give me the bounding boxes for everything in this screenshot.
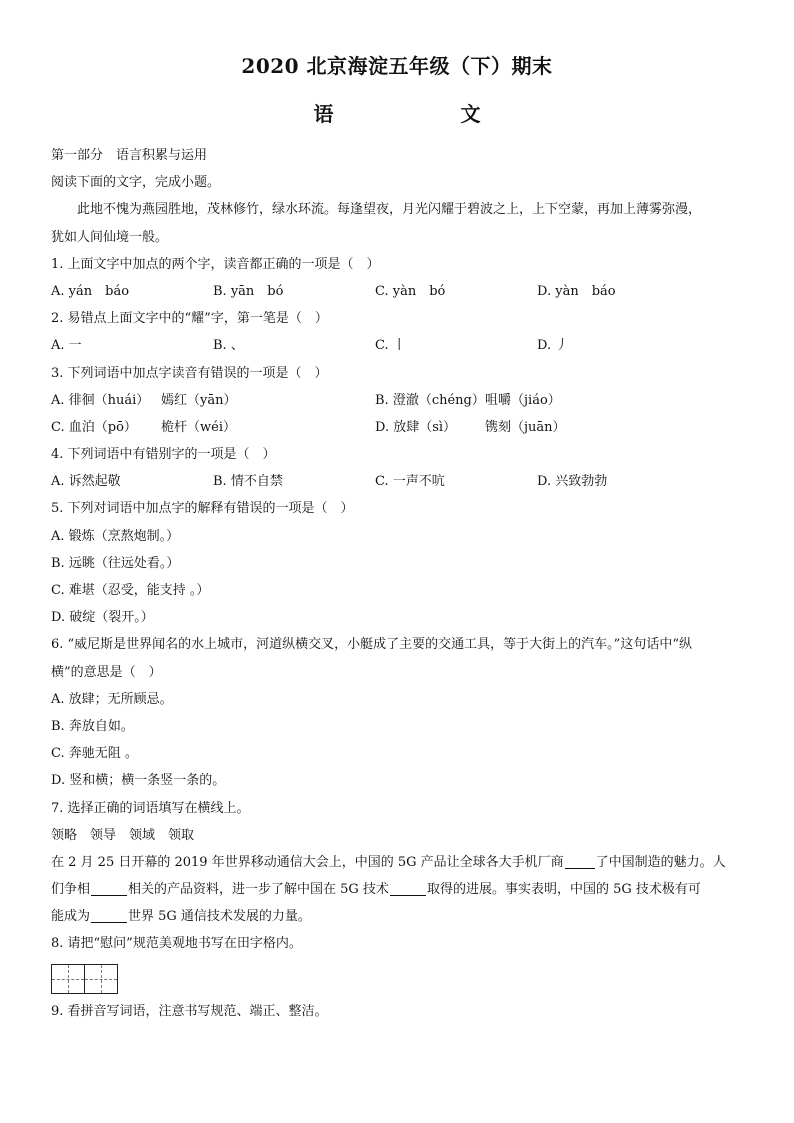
- option-c-word1: C. 血泊（pō）: [51, 419, 137, 435]
- option-b[interactable]: B. 情不自禁: [213, 474, 283, 490]
- question-4-options: [51, 468, 751, 495]
- question-2-stem: 2. 易错点上面文字中的“耀”字，第一笔是（ ）: [51, 311, 328, 327]
- option-c[interactable]: C. 难堪（忍受，能支持 。）: [51, 583, 210, 598]
- fill-paragraph-line: [51, 849, 751, 876]
- passage-line: 此地不愧为燕园胜地，茂林修竹，绿水环流。每逢望夜，月光闪耀于碧波之上，上下空蒙，再加上薄雾弥漫，: [77, 202, 702, 218]
- option-a[interactable]: [51, 387, 375, 414]
- question-1-stem: 1. 上面文字中加点的两个字，读音都正确的一项是（ ）: [51, 256, 380, 272]
- option-d[interactable]: D. 竖和横；横一条竖一条的。: [51, 773, 226, 789]
- option-c-word2: 桅杆（wéi）: [161, 419, 236, 435]
- subject-heading: 语 文: [313, 102, 521, 126]
- option-c[interactable]: C. 一声不吭: [375, 474, 445, 490]
- fill-blank-4[interactable]: [91, 908, 127, 923]
- option-a-word1: A. 徘徊（huái）: [51, 392, 150, 408]
- option-c[interactable]: C. yàn bó: [375, 283, 446, 299]
- fill-paragraph-line: [51, 876, 751, 903]
- tianzige-grid: [51, 964, 117, 994]
- fill-text: 世界 5G 通信技术发展的力量。: [128, 909, 311, 925]
- fill-text: 了中国制造的魅力。人: [595, 854, 726, 870]
- option-a[interactable]: A. 诉然起敬: [51, 474, 121, 490]
- option-c[interactable]: C. 奔驰无阻 。: [51, 746, 138, 762]
- page-title: 2020 北京海淀五年级（下）期末: [241, 54, 553, 78]
- option-b[interactable]: B. 远眺（往远处看。）: [51, 555, 180, 571]
- fill-paragraph-line: [51, 903, 751, 930]
- tianzige-row: [51, 958, 751, 998]
- option-b[interactable]: B. yān bó: [213, 283, 284, 299]
- option-c[interactable]: [51, 414, 375, 441]
- fill-blank-3[interactable]: [390, 881, 426, 896]
- option-c[interactable]: C. 丨: [375, 338, 406, 354]
- option-b[interactable]: [375, 387, 699, 414]
- option-d-word1: D. 放肆（sì）: [375, 419, 457, 435]
- option-d-word2: 镌刻（juān）: [485, 419, 566, 435]
- question-4-stem: 4. 下列词语中有错别字的一项是（ ）: [51, 447, 276, 463]
- fill-text: 取得的进展。事实表明，中国的 5G 技术极有可: [426, 882, 701, 898]
- fill-text: 在 2 月 25 日开幕的 2019 年世界移动通信大会上，中国的 5G 产品让全球各大手机厂商: [51, 854, 564, 870]
- option-b[interactable]: B. 奔放自如。: [51, 718, 134, 734]
- question-3-options-ab: [51, 387, 751, 414]
- reading-instruction: 阅读下面的文字，完成小题。: [51, 175, 221, 191]
- question-6-stem-cont: 横”的意思是（ ）: [51, 664, 162, 680]
- fill-blank-2[interactable]: [91, 881, 127, 896]
- fill-text: 相关的产品资料，进一步了解中国在 5G 技术: [128, 882, 389, 898]
- option-d[interactable]: D. 破绽（裂开。）: [51, 610, 154, 626]
- tianzige-cell[interactable]: [84, 964, 118, 994]
- fill-text: 们争相: [51, 882, 91, 898]
- tianzige-cell[interactable]: [51, 964, 85, 994]
- question-1-options: [51, 278, 751, 305]
- word-bank: 领略 领导 领域 领取: [51, 827, 195, 843]
- option-d[interactable]: [375, 414, 699, 441]
- option-a[interactable]: A. 锻炼（烹熬炮制。）: [51, 528, 180, 544]
- passage-line: 犹如人间仙境一般。: [51, 229, 169, 245]
- option-a[interactable]: A. 放肆；无所顾忌。: [51, 691, 173, 707]
- question-5-stem: 5. 下列对词语中加点字的解释有错误的一项是（ ）: [51, 501, 354, 517]
- question-2-options: [51, 332, 751, 359]
- option-d[interactable]: D. 丿: [537, 338, 569, 354]
- option-a[interactable]: A. 一: [51, 338, 82, 354]
- part-heading: 第一部分 语言积累与运用: [51, 148, 208, 163]
- option-a[interactable]: A. yán báo: [51, 283, 130, 299]
- option-b-word2: 咀嚼（jiáo）: [485, 392, 561, 408]
- question-6-stem: 6. “威尼斯是世界闻名的水上城市，河道纵横交叉，小艇成了主要的交通工具，等于大街上的汽车。”这句话中“纵: [51, 637, 692, 653]
- question-9-stem: 9. 看拼音写词语，注意书写规范、端正、整洁。: [51, 1003, 328, 1019]
- question-7-stem: 7. 选择正确的词语填写在横线上。: [51, 800, 250, 816]
- question-8-stem: 8. 请把“慰问”规范美观地书写在田字格内。: [51, 936, 302, 952]
- exam-content: [51, 142, 751, 1025]
- question-3-options-cd: [51, 414, 751, 441]
- option-b[interactable]: B. 、: [213, 338, 244, 354]
- option-d[interactable]: D. 兴致勃勃: [537, 474, 608, 490]
- option-b-word1: B. 澄澈（chéng）: [375, 392, 485, 408]
- option-a-word2: 嫣红（yān）: [161, 392, 237, 408]
- option-d[interactable]: D. yàn báo: [537, 283, 616, 299]
- question-3-stem: 3. 下列词语中加点字读音有错误的一项是（ ）: [51, 365, 328, 381]
- fill-blank-1[interactable]: [565, 854, 595, 869]
- fill-text: 能成为: [51, 909, 91, 925]
